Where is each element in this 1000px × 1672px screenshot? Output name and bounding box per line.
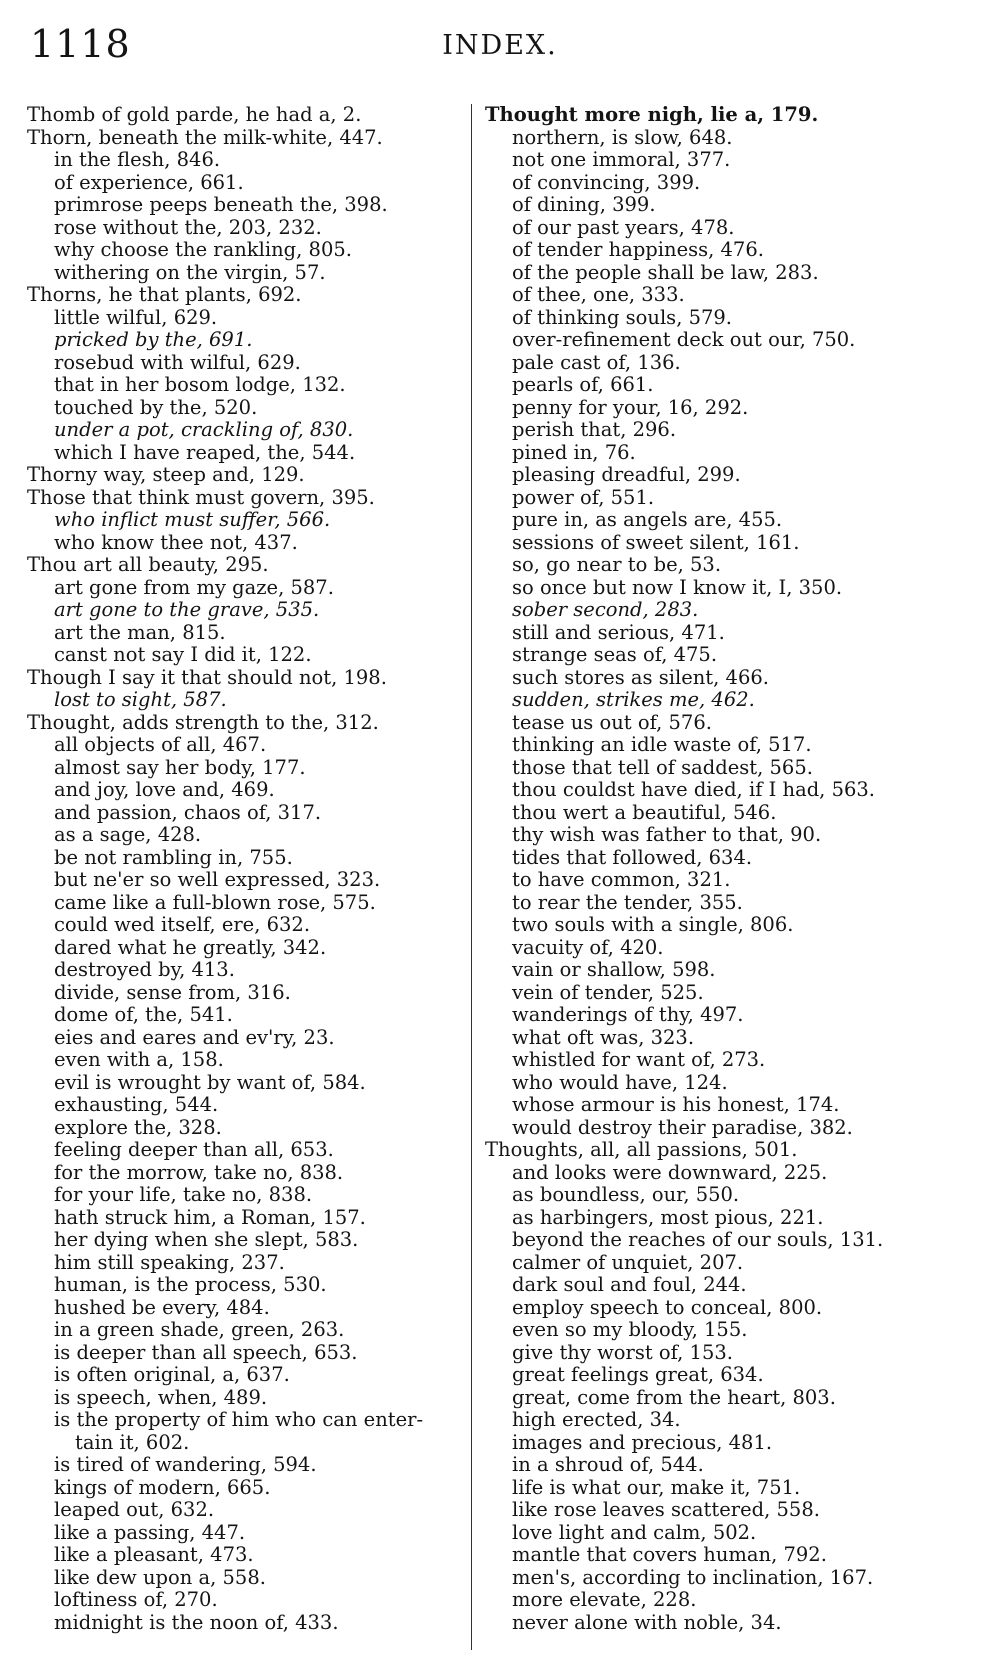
index-entry: high erected, 34. bbox=[512, 1408, 681, 1431]
index-entry: even so my bloody, 155. bbox=[512, 1318, 748, 1341]
index-entry: whose armour is his honest, 174. bbox=[512, 1093, 840, 1116]
index-entry: like a passing, 447. bbox=[54, 1520, 246, 1544]
index-entry-heading: Thought more nigh, lie a, 179. bbox=[485, 103, 819, 126]
index-entry: whistled for want of, 273. bbox=[512, 1048, 766, 1071]
index-entry: penny for your, 16, 292. bbox=[512, 395, 749, 419]
index-entry: is often original, a, 637. bbox=[54, 1363, 290, 1386]
index-entry-heading: Though I say it that should not, 198. bbox=[27, 665, 387, 689]
index-entry: rosebud with wilful, 629. bbox=[54, 350, 301, 374]
index-entry: love light and calm, 502. bbox=[512, 1520, 757, 1544]
index-entry: like a pleasant, 473. bbox=[54, 1543, 254, 1566]
index-entry: and looks were downward, 225. bbox=[512, 1160, 828, 1184]
index-entry: that in her bosom lodge, 132. bbox=[54, 373, 346, 396]
index-entry: as a sage, 428. bbox=[54, 823, 202, 846]
index-entry: touched by the, 520. bbox=[54, 395, 258, 419]
index-entry-heading: Thorny way, steep and, 129. bbox=[27, 463, 305, 486]
index-entry: to rear the tender, 355. bbox=[512, 890, 743, 914]
index-entry: dome of, the, 541. bbox=[54, 1003, 233, 1026]
index-entry: pined in, 76. bbox=[512, 440, 636, 464]
index-entry-heading: Those that think must govern, 395. bbox=[27, 485, 375, 509]
index-entry: as harbingers, most pious, 221. bbox=[512, 1205, 824, 1229]
index-entry: of our past years, 478. bbox=[512, 215, 735, 239]
index-entry: and passion, chaos of, 317. bbox=[54, 800, 322, 824]
index-entry: pale cast of, 136. bbox=[512, 350, 681, 374]
index-entry: and joy, love and, 469. bbox=[54, 778, 275, 801]
index-entry: rose without the, 203, 232. bbox=[54, 215, 322, 239]
index-entry: even with a, 158. bbox=[54, 1048, 224, 1071]
index-entry-heading: Thought, adds strength to the, 312. bbox=[27, 710, 379, 734]
index-entry: of thinking souls, 579. bbox=[512, 305, 733, 329]
index-entry: thou wert a beautiful, 546. bbox=[512, 800, 777, 824]
page-title: INDEX. bbox=[442, 30, 558, 61]
index-entry: exhausting, 544. bbox=[54, 1093, 219, 1116]
index-entry: art gone to the grave, 535. bbox=[54, 598, 320, 621]
index-entry: men's, according to inclination, 167. bbox=[512, 1565, 874, 1589]
index-entry: what oft was, 323. bbox=[512, 1025, 695, 1049]
index-entry: in a green shade, green, 263. bbox=[54, 1318, 345, 1341]
index-entry: who know thee not, 437. bbox=[54, 530, 298, 554]
index-entry: midnight is the noon of, 433. bbox=[54, 1610, 339, 1634]
index-entry: employ speech to conceal, 800. bbox=[512, 1295, 823, 1319]
index-entry: is the property of him who can enter- bbox=[54, 1408, 424, 1431]
index-entry: never alone with noble, 34. bbox=[512, 1610, 782, 1634]
index-entry: art the man, 815. bbox=[54, 620, 226, 644]
index-entry: beyond the reaches of our souls, 131. bbox=[512, 1228, 884, 1251]
index-entry: in the flesh, 846. bbox=[54, 148, 221, 171]
index-entry: in a shroud of, 544. bbox=[512, 1453, 704, 1476]
index-entry: divide, sense from, 316. bbox=[54, 980, 291, 1004]
index-entry: leaped out, 632. bbox=[54, 1498, 215, 1521]
index-entry: sober second, 283. bbox=[512, 598, 699, 621]
index-entry: of tender happiness, 476. bbox=[512, 238, 764, 261]
index-entry: her dying when she slept, 583. bbox=[54, 1228, 359, 1251]
index-entry: vacuity of, 420. bbox=[512, 935, 664, 959]
index-entry: eies and eares and ev'ry, 23. bbox=[54, 1025, 335, 1049]
index-entry: so once but now I know it, I, 350. bbox=[512, 575, 843, 599]
index-entry: be not rambling in, 755. bbox=[54, 845, 293, 869]
index-entry: strange seas of, 475. bbox=[512, 643, 718, 666]
page-number: 1118 bbox=[30, 22, 131, 66]
index-entry: life is what our, make it, 751. bbox=[512, 1475, 801, 1499]
index-entry: pure in, as angels are, 455. bbox=[512, 508, 783, 531]
index-entry: thou couldst have died, if I had, 563. bbox=[512, 778, 875, 801]
index-entry: which I have reaped, the, 544. bbox=[54, 440, 356, 464]
index-entry: came like a full-blown rose, 575. bbox=[54, 890, 376, 914]
index-entry: lost to sight, 587. bbox=[54, 688, 227, 711]
index-entry: great feelings great, 634. bbox=[512, 1363, 764, 1386]
index-entry: so, go near to be, 53. bbox=[512, 553, 722, 576]
index-entry: kings of modern, 665. bbox=[54, 1475, 271, 1499]
index-entry: such stores as silent, 466. bbox=[512, 665, 769, 689]
index-entry: is deeper than all speech, 653. bbox=[54, 1340, 358, 1364]
index-entry: mantle that covers human, 792. bbox=[512, 1543, 827, 1566]
index-entry: of dining, 399. bbox=[512, 193, 656, 216]
left-index-column bbox=[27, 104, 482, 1634]
index-entry-heading: Thomb of gold parde, he had a, 2. bbox=[27, 103, 362, 126]
index-entry-heading: Thoughts, all, all passions, 501. bbox=[485, 1138, 798, 1161]
index-entry: withering on the virgin, 57. bbox=[54, 260, 326, 284]
column-divider bbox=[471, 104, 472, 1650]
index-entry: two souls with a single, 806. bbox=[512, 913, 794, 936]
index-entry: calmer of unquiet, 207. bbox=[512, 1250, 744, 1274]
index-entry: almost say her body, 177. bbox=[54, 755, 306, 779]
index-entry: destroyed by, 413. bbox=[54, 958, 235, 981]
index-entry: as boundless, our, 550. bbox=[512, 1183, 740, 1206]
index-entry: is speech, when, 489. bbox=[54, 1385, 268, 1409]
index-entry: pricked by the, 691. bbox=[54, 328, 253, 351]
index-entry: not one immoral, 377. bbox=[512, 148, 731, 171]
index-entry: perish that, 296. bbox=[512, 418, 677, 441]
index-entry: tain it, 602. bbox=[75, 1430, 190, 1454]
index-entry: little wilful, 629. bbox=[54, 305, 218, 329]
index-entry: of experience, 661. bbox=[54, 170, 244, 194]
index-entry: thy wish was father to that, 90. bbox=[512, 823, 822, 846]
index-entry: but ne'er so well expressed, 323. bbox=[54, 868, 381, 891]
index-entry: vain or shallow, 598. bbox=[512, 958, 716, 981]
index-entry: like rose leaves scattered, 558. bbox=[512, 1498, 820, 1521]
index-entry: hushed be every, 484. bbox=[54, 1295, 270, 1319]
index-entry: vein of tender, 525. bbox=[512, 980, 704, 1004]
index-entry: of the people shall be law, 283. bbox=[512, 260, 819, 284]
index-entry: all objects of all, 467. bbox=[54, 733, 267, 756]
index-entry: who would have, 124. bbox=[512, 1070, 728, 1094]
index-entry: art gone from my gaze, 587. bbox=[54, 575, 334, 599]
index-entry: hath struck him, a Roman, 157. bbox=[54, 1205, 366, 1229]
index-entry: loftiness of, 270. bbox=[54, 1588, 218, 1611]
index-entry: great, come from the heart, 803. bbox=[512, 1385, 836, 1409]
index-entry: like dew upon a, 558. bbox=[54, 1565, 266, 1589]
index-entry: could wed itself, ere, 632. bbox=[54, 913, 311, 936]
index-entry: why choose the rankling, 805. bbox=[54, 238, 352, 261]
index-entry: of convincing, 399. bbox=[512, 170, 701, 194]
index-entry: explore the, 328. bbox=[54, 1115, 222, 1139]
index-entry: for the morrow, take no, 838. bbox=[54, 1160, 344, 1184]
index-entry: images and precious, 481. bbox=[512, 1430, 773, 1454]
index-entry: tease us out of, 576. bbox=[512, 710, 712, 734]
index-entry: of thee, one, 333. bbox=[512, 283, 685, 306]
index-entry-heading: Thorn, beneath the milk-white, 447. bbox=[27, 125, 383, 149]
index-entry: for your life, take no, 838. bbox=[54, 1183, 313, 1206]
index-entry: those that tell of saddest, 565. bbox=[512, 755, 813, 779]
index-entry: dared what he greatly, 342. bbox=[54, 935, 327, 959]
index-entry: primrose peeps beneath the, 398. bbox=[54, 193, 388, 216]
index-entry: sessions of sweet silent, 161. bbox=[512, 530, 800, 554]
index-entry: evil is wrought by want of, 584. bbox=[54, 1070, 366, 1094]
index-entry: under a pot, crackling of, 830. bbox=[54, 418, 354, 441]
right-index-column bbox=[485, 104, 955, 1634]
index-entry: who inflict must suffer, 566. bbox=[54, 508, 331, 531]
index-entry: to have common, 321. bbox=[512, 868, 731, 891]
index-entry: pleasing dreadful, 299. bbox=[512, 463, 741, 486]
index-entry: over-refinement deck out our, 750. bbox=[512, 328, 856, 351]
index-entry: still and serious, 471. bbox=[512, 620, 725, 644]
index-entry: more elevate, 228. bbox=[512, 1588, 697, 1611]
index-entry: sudden, strikes me, 462. bbox=[512, 688, 755, 711]
index-entry: feeling deeper than all, 653. bbox=[54, 1138, 334, 1161]
index-entry-heading: Thou art all beauty, 295. bbox=[27, 553, 269, 576]
index-entry: dark soul and foul, 244. bbox=[512, 1273, 747, 1296]
index-entry: power of, 551. bbox=[512, 485, 655, 509]
index-entry: human, is the process, 530. bbox=[54, 1273, 327, 1296]
index-entry: canst not say I did it, 122. bbox=[54, 643, 312, 666]
index-entry: wanderings of thy, 497. bbox=[512, 1003, 744, 1026]
index-entry: northern, is slow, 648. bbox=[512, 125, 733, 149]
index-entry: thinking an idle waste of, 517. bbox=[512, 733, 812, 756]
index-entry: is tired of wandering, 594. bbox=[54, 1453, 317, 1476]
index-entry: give thy worst of, 153. bbox=[512, 1340, 733, 1364]
index-entry: would destroy their paradise, 382. bbox=[512, 1115, 853, 1139]
index-entry: pearls of, 661. bbox=[512, 373, 654, 396]
index-entry-heading: Thorns, he that plants, 692. bbox=[27, 283, 302, 306]
index-entry: him still speaking, 237. bbox=[54, 1250, 285, 1274]
index-entry: tides that followed, 634. bbox=[512, 845, 753, 869]
